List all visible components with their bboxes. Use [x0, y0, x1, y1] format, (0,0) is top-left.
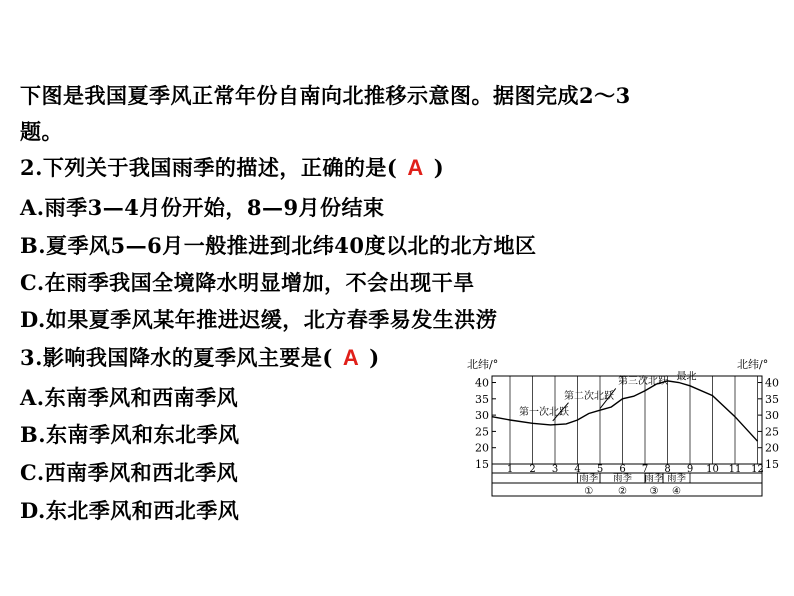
rainy-season-label-1: 雨季: [579, 473, 599, 484]
y-tick-label-left-30: 30: [475, 409, 489, 423]
y-axis-label-left: 北纬/°: [467, 358, 499, 371]
q3-option-a: A.东南季风和西南季风: [20, 385, 239, 410]
plot-area: [475, 370, 779, 497]
q2-stem-text: 2.下列关于我国雨季的描述，正确的是(: [20, 155, 398, 180]
rainy-season-label-3: 雨季: [644, 473, 664, 484]
y-tick-label-left-15: 15: [475, 458, 489, 471]
question-2-stem: [20, 152, 444, 182]
x-tick-label-10: 10: [706, 464, 719, 475]
x-tick-label-6: 6: [619, 464, 626, 475]
q3-option-d: D.东北季风和西北季风: [20, 498, 240, 523]
rainy-season-label-2: 雨季: [612, 473, 633, 484]
x-tick-label-1: 1: [506, 464, 514, 475]
annotation-label-2: 第二次北跃: [564, 390, 614, 402]
annotation-label-3: 第三次北跃: [618, 376, 668, 388]
x-tick-label-5: 5: [596, 464, 604, 475]
y-tick-label-left-40: 40: [475, 376, 489, 390]
rainy-season-number-4: ④: [672, 486, 681, 497]
annotation-label-4: 最北: [676, 371, 697, 383]
question-3-stem: [20, 342, 380, 372]
x-tick-label-11: 11: [728, 464, 742, 475]
x-tick-label-12: 12: [751, 464, 764, 475]
y-tick-label-right-20: 20: [765, 441, 779, 455]
x-tick-label-3: 3: [551, 464, 559, 475]
y-tick-label-right-15: 15: [765, 458, 779, 471]
intro-line-2: 题。: [20, 119, 63, 144]
q3-answer: A: [342, 345, 360, 370]
x-tick-label-2: 2: [529, 464, 536, 475]
y-tick-label-left-20: 20: [475, 441, 489, 455]
intro-line-1: 下图是我国夏季风正常年份自南向北推移示意图。据图完成2～3: [20, 83, 631, 108]
rainy-season-label-4: 雨季: [666, 473, 687, 484]
y-tick-label-left-35: 35: [475, 392, 489, 406]
y-tick-label-left-25: 25: [475, 425, 489, 439]
rainy-season-number-1: ①: [584, 486, 594, 497]
q2-option-b: B.夏季风5—6月一般推进到北纬40度以北的北方地区: [20, 233, 537, 258]
x-tick-label-8: 8: [664, 464, 671, 475]
q2-option-a: A.雨季3—4月份开始，8—9月份结束: [20, 195, 385, 220]
q3-stem-text: 3.影响我国降水的夏季风主要是(: [20, 345, 333, 370]
q3-option-c: C.西南季风和西北季风: [20, 460, 239, 485]
q3-option-b: B.东南季风和东北季风: [20, 422, 240, 447]
annotation-label-1: 第一次北跃: [519, 407, 569, 419]
x-tick-label-7: 7: [641, 464, 649, 475]
q2-stem-close: ): [433, 155, 445, 180]
monsoon-advance-chart: [465, 352, 779, 500]
q2-option-d: D.如果夏季风某年推进迟缓，北方春季易发生洪涝: [20, 307, 498, 332]
x-tick-label-4: 4: [574, 464, 581, 475]
y-tick-label-right-30: 30: [765, 409, 779, 423]
x-tick-label-9: 9: [686, 464, 694, 475]
y-axis-label-right: 北纬/°: [737, 358, 769, 371]
y-tick-label-right-40: 40: [765, 376, 779, 390]
q2-option-c: C.在雨季我国全境降水明显增加，不会出现干旱: [20, 270, 475, 295]
q2-answer: A: [407, 155, 424, 180]
y-tick-label-right-25: 25: [765, 425, 779, 439]
rainy-season-number-3: ③: [649, 486, 659, 497]
rainy-season-number-2: ②: [618, 486, 627, 497]
q3-stem-close: ): [369, 345, 380, 370]
y-tick-label-right-35: 35: [765, 392, 779, 406]
